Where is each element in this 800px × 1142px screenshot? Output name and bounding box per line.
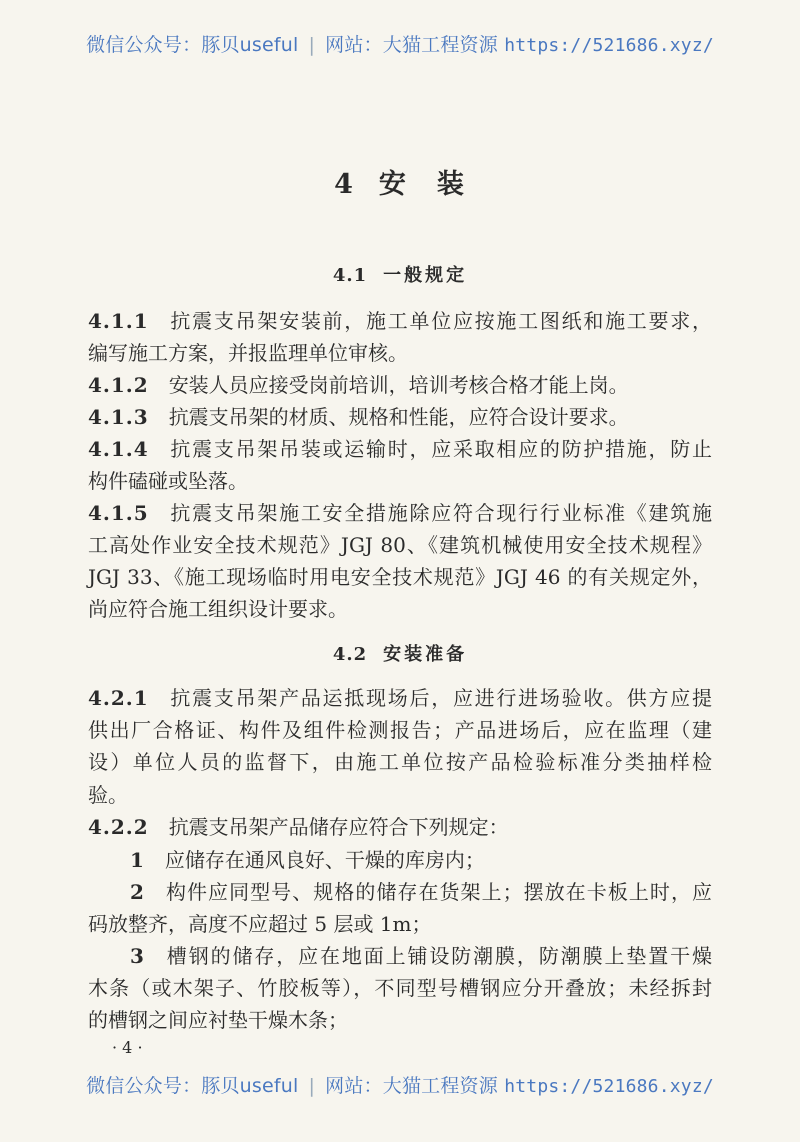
clause-text: 抗震支吊架的材质、规格和性能，应符合设计要求。: [168, 405, 629, 429]
clause-i1-line: [130, 846, 712, 874]
clause-text: 槽钢的储存，应在地面上铺设防潮膜，防潮膜上垫置干燥: [164, 944, 712, 968]
clause-number: 4.1.5: [88, 501, 149, 525]
clause-c421-line: [88, 781, 712, 809]
clause-text: 应储存在通风良好、干燥的库房内；: [164, 848, 485, 872]
page-number: · 4 ·: [112, 1038, 143, 1057]
clause-i2-line: [88, 910, 712, 938]
clause-number: 4.1.3: [88, 405, 149, 429]
clause-c411-line: [88, 307, 712, 335]
watermark-separator: |: [308, 1075, 316, 1097]
chapter-title: [0, 162, 800, 201]
clause-c415-line: [88, 563, 712, 591]
clause-c414-line: [88, 467, 712, 495]
clause-c411-line: [88, 339, 712, 367]
clause-c412-line: [88, 371, 712, 399]
clause-i2-line: [130, 878, 712, 906]
clause-text: 抗震支吊架施工安全措施除应符合现行行业标准《建筑施: [168, 501, 712, 525]
clause-text: 设）单位人员的监督下，由施工单位按产品检验标准分类抽样检: [88, 750, 712, 774]
clause-text: 验。: [88, 783, 128, 807]
section-title: 安装准备: [383, 644, 468, 665]
clause-text: 尚应符合施工组织设计要求。: [88, 597, 348, 621]
clause-c421-line: [88, 716, 712, 744]
clause-i3-line: [88, 1006, 712, 1034]
clause-text: 木条（或木架子、竹胶板等），不同型号槽钢应分开叠放；未经拆封: [88, 976, 712, 1000]
clause-c421-line: [88, 748, 712, 776]
clause-i3-line: [88, 974, 712, 1002]
clause-c422-line: [88, 813, 712, 841]
clause-text: 安装人员应接受岗前培训，培训考核合格才能上岗。: [168, 373, 629, 397]
clause-text: JGJ 33、《施工现场临时用电安全技术规范》JGJ 46 的有关规定外，: [88, 565, 712, 589]
clause-number: 3: [130, 944, 145, 968]
watermark-bottom: [0, 1071, 800, 1098]
section-number: 4.1: [332, 265, 368, 286]
clause-number: 2: [130, 880, 145, 904]
watermark-url: https://521686.xyz/: [504, 35, 714, 56]
watermark-site: 网站：大猫工程资源: [325, 1075, 498, 1097]
clause-number: 4.1.2: [88, 373, 149, 397]
chapter-name: 安 装: [378, 169, 466, 200]
watermark-wechat: 微信公众号：豚贝useful: [86, 1075, 299, 1097]
clause-c415-line: [88, 595, 712, 623]
watermark-url: https://521686.xyz/: [504, 1076, 714, 1097]
clause-text: 工高处作业安全技术规范》JGJ 80、《建筑机械使用安全技术规程》: [88, 533, 712, 557]
clause-text: 构件应同型号、规格的储存在货架上；摆放在卡板上时，应: [164, 880, 712, 904]
clause-c415-line: [88, 531, 712, 559]
section-number: 4.2: [332, 644, 368, 665]
clause-number: 4.2.1: [88, 686, 149, 710]
clause-text: 抗震支吊架吊装或运输时，应采取相应的防护措施，防止: [168, 437, 712, 461]
clause-text: 抗震支吊架安装前，施工单位应按施工图纸和施工要求，: [168, 309, 712, 333]
clause-text: 编写施工方案，并报监理单位审核。: [88, 341, 408, 365]
clause-number: 1: [130, 848, 145, 872]
watermark-site: 网站：大猫工程资源: [325, 34, 498, 56]
clause-text: 抗震支吊架产品运抵现场后，应进行进场验收。供方应提: [168, 686, 712, 710]
clause-c415-line: [88, 499, 712, 527]
clause-text: 供出厂合格证、构件及组件检测报告；产品进场后，应在监理（建: [88, 718, 712, 742]
clause-number: 4.1.4: [88, 437, 149, 461]
clause-text: 的槽钢之间应衬垫干燥木条；: [88, 1008, 348, 1032]
watermark-top: [0, 30, 800, 57]
clause-c413-line: [88, 403, 712, 431]
clause-i3-line: [130, 942, 712, 970]
clause-text: 抗震支吊架产品储存应符合下列规定：: [168, 815, 509, 839]
section-heading-4-1: [0, 261, 800, 287]
clause-text: 码放整齐，高度不应超过 5 层或 1m；: [88, 912, 432, 936]
watermark-wechat: 微信公众号：豚贝useful: [86, 34, 299, 56]
section-title: 一般规定: [383, 265, 468, 286]
clause-number: 4.2.2: [88, 815, 149, 839]
watermark-separator: |: [308, 34, 316, 56]
section-heading-4-2: [0, 640, 800, 666]
chapter-number: 4: [334, 169, 355, 200]
clause-c421-line: [88, 684, 712, 712]
clause-text: 构件磕碰或坠落。: [88, 469, 248, 493]
clause-c414-line: [88, 435, 712, 463]
clause-number: 4.1.1: [88, 309, 149, 333]
